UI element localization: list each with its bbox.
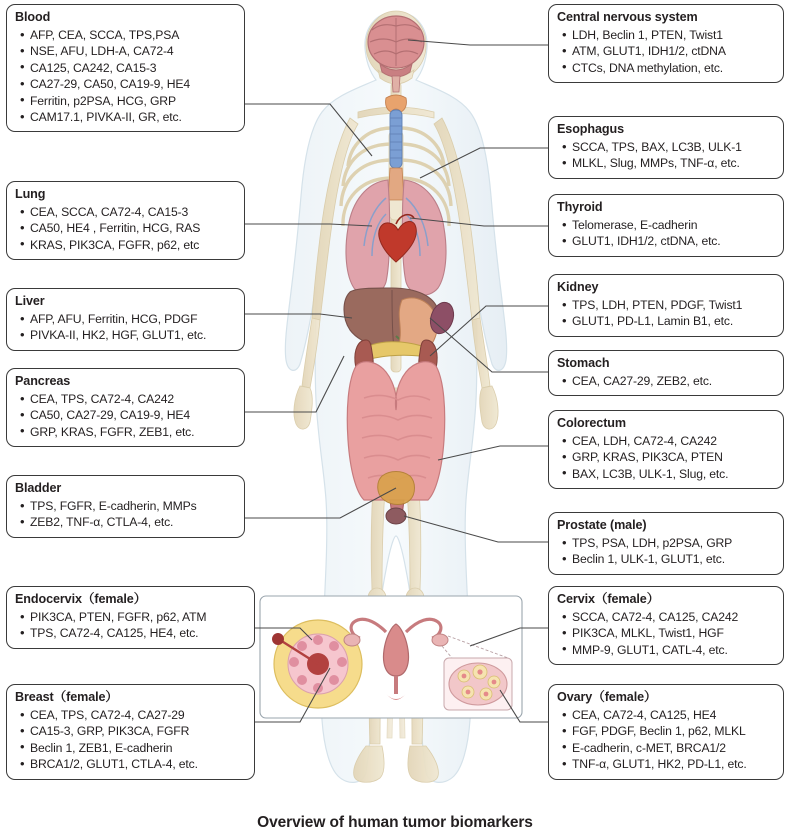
list-item: • BRCA1/2, GLUT1, CTLA-4, etc.	[30, 756, 246, 772]
list-item: • NSE, AFU, LDH-A, CA72-4	[30, 43, 236, 59]
box-cervix-list	[557, 609, 775, 658]
list-item: • TPS, PSA, LDH, p2PSA, GRP	[572, 535, 775, 551]
box-blood-title: Blood	[15, 10, 51, 24]
box-kidney-title: Kidney	[557, 280, 599, 294]
list-item: • Ferritin, p2PSA, HCG, GRP	[30, 93, 236, 109]
list-item: • CEA, LDH, CA72-4, CA242	[572, 433, 775, 449]
box-pancreas[interactable]	[6, 368, 245, 447]
box-liver-title: Liver	[15, 294, 45, 308]
list-item: • MLKL, Slug, MMPs, TNF-α, etc.	[572, 155, 775, 171]
box-bladder-list	[15, 498, 236, 531]
list-item: • PIVKA-II, HK2, HGF, GLUT1, etc.	[30, 327, 236, 343]
list-item: • CA50, CA27-29, CA19-9, HE4	[30, 407, 236, 423]
box-lung[interactable]	[6, 181, 245, 260]
box-ovary[interactable]	[548, 684, 784, 780]
box-kidney[interactable]	[548, 274, 784, 337]
box-colorectum-title: Colorectum	[557, 416, 626, 430]
box-stomach-list	[557, 373, 775, 389]
box-kidney-list	[557, 297, 775, 330]
box-colorectum-list	[557, 433, 775, 482]
list-item: • CA27-29, CA50, CA19-9, HE4	[30, 76, 236, 92]
box-ovary-list	[557, 707, 775, 773]
box-breast[interactable]	[6, 684, 255, 780]
box-endocervix-list	[15, 609, 246, 642]
list-item: • CEA, SCCA, CA72-4, CA15-3	[30, 204, 236, 220]
list-item: • ATM, GLUT1, IDH1/2, ctDNA	[572, 43, 775, 59]
prostate-organ	[386, 508, 406, 524]
box-pancreas-list	[15, 391, 236, 440]
box-prostate[interactable]	[548, 512, 784, 575]
box-lung-title: Lung	[15, 187, 46, 201]
list-item: • PIK3CA, PTEN, FGFR, p62, ATM	[30, 609, 246, 625]
list-item: • AFP, AFU, Ferritin, HCG, PDGF	[30, 311, 236, 327]
box-colorectum[interactable]	[548, 410, 784, 489]
figure-caption: Overview of human tumor biomarkers	[257, 814, 533, 831]
list-item: • TNF-α, GLUT1, HK2, PD-L1, etc.	[572, 756, 775, 772]
list-item: • GLUT1, PD-L1, Lamin B1, etc.	[572, 313, 775, 329]
box-endocervix[interactable]	[6, 586, 255, 649]
list-item: • ZEB2, TNF-α, CTLA-4, etc.	[30, 514, 236, 530]
bladder-organ	[378, 472, 415, 505]
box-breast-title: Breast（female）	[15, 690, 118, 704]
list-item: • CA15-3, GRP, PIK3CA, FGFR	[30, 723, 246, 739]
list-item: • SCCA, CA72-4, CA125, CA242	[572, 609, 775, 625]
list-item: • Telomerase, E-cadherin	[572, 217, 775, 233]
box-stomach[interactable]	[548, 350, 784, 396]
box-cns-list	[557, 27, 775, 76]
list-item: • CTCs, DNA methylation, etc.	[572, 60, 775, 76]
list-item: • CEA, TPS, CA72-4, CA242	[30, 391, 236, 407]
box-pancreas-title: Pancreas	[15, 374, 71, 388]
list-item: • FGF, PDGF, Beclin 1, p62, MLKL	[572, 723, 775, 739]
box-esophagus[interactable]	[548, 116, 784, 179]
list-item: • CEA, CA27-29, ZEB2, etc.	[572, 373, 775, 389]
box-cns[interactable]	[548, 4, 784, 83]
box-bladder-title: Bladder	[15, 481, 62, 495]
list-item: • CA125, CA242, CA15-3	[30, 60, 236, 76]
box-cervix[interactable]	[548, 586, 784, 665]
list-item: • GLUT1, IDH1/2, ctDNA, etc.	[572, 233, 775, 249]
esophagus-organ	[388, 110, 404, 200]
box-thyroid-title: Thyroid	[557, 200, 603, 214]
list-item: • TPS, FGFR, E-cadherin, MMPs	[30, 498, 236, 514]
box-endocervix-title: Endocervix（female）	[15, 592, 147, 606]
list-item: • TPS, LDH, PTEN, PDGF, Twist1	[572, 297, 775, 313]
list-item: • Beclin 1, ULK-1, GLUT1, etc.	[572, 551, 775, 567]
reproductive-inset	[260, 596, 522, 718]
box-esophagus-title: Esophagus	[557, 122, 624, 136]
box-prostate-list	[557, 535, 775, 568]
list-item: • PIK3CA, MLKL, Twist1, HGF	[572, 625, 775, 641]
box-lung-list	[15, 204, 236, 253]
list-item: • CAM17.1, PIVKA-II, GR, etc.	[30, 109, 236, 125]
box-breast-list	[15, 707, 246, 773]
box-cervix-title: Cervix（female）	[557, 592, 660, 606]
box-prostate-title: Prostate (male)	[557, 518, 647, 532]
box-liver[interactable]	[6, 288, 245, 351]
list-item: • GRP, KRAS, FGFR, ZEB1, etc.	[30, 424, 236, 440]
list-item: • SCCA, TPS, BAX, LC3B, ULK-1	[572, 139, 775, 155]
box-ovary-title: Ovary（female）	[557, 690, 657, 704]
box-blood-list	[15, 27, 236, 125]
box-stomach-title: Stomach	[557, 356, 610, 370]
list-item: • BAX, LC3B, ULK-1, Slug, etc.	[572, 466, 775, 482]
human-body-illustration	[246, 0, 546, 800]
thyroid-organ	[386, 95, 407, 112]
box-liver-list	[15, 311, 236, 344]
list-item: • LDH, Beclin 1, PTEN, Twist1	[572, 27, 775, 43]
box-thyroid-list	[557, 217, 775, 250]
box-blood[interactable]	[6, 4, 245, 132]
list-item: • TPS, CA72-4, CA125, HE4, etc.	[30, 625, 246, 641]
list-item: • KRAS, PIK3CA, FGFR, p62, etc	[30, 237, 236, 253]
box-bladder[interactable]	[6, 475, 245, 538]
list-item: • E-cadherin, c-MET, BRCA1/2	[572, 740, 775, 756]
box-cns-title: Central nervous system	[557, 10, 698, 24]
list-item: • CEA, TPS, CA72-4, CA27-29	[30, 707, 246, 723]
list-item: • MMP-9, GLUT1, CATL-4, etc.	[572, 642, 775, 658]
box-thyroid[interactable]	[548, 194, 784, 257]
list-item: • CA50, HE4 , Ferritin, HCG, RAS	[30, 220, 236, 236]
list-item: • Beclin 1, ZEB1, E-cadherin	[30, 740, 246, 756]
list-item: • CEA, CA72-4, CA125, HE4	[572, 707, 775, 723]
list-item: • AFP, CEA, SCCA, TPS,PSA	[30, 27, 236, 43]
list-item: • GRP, KRAS, PIK3CA, PTEN	[572, 449, 775, 465]
box-esophagus-list	[557, 139, 775, 172]
